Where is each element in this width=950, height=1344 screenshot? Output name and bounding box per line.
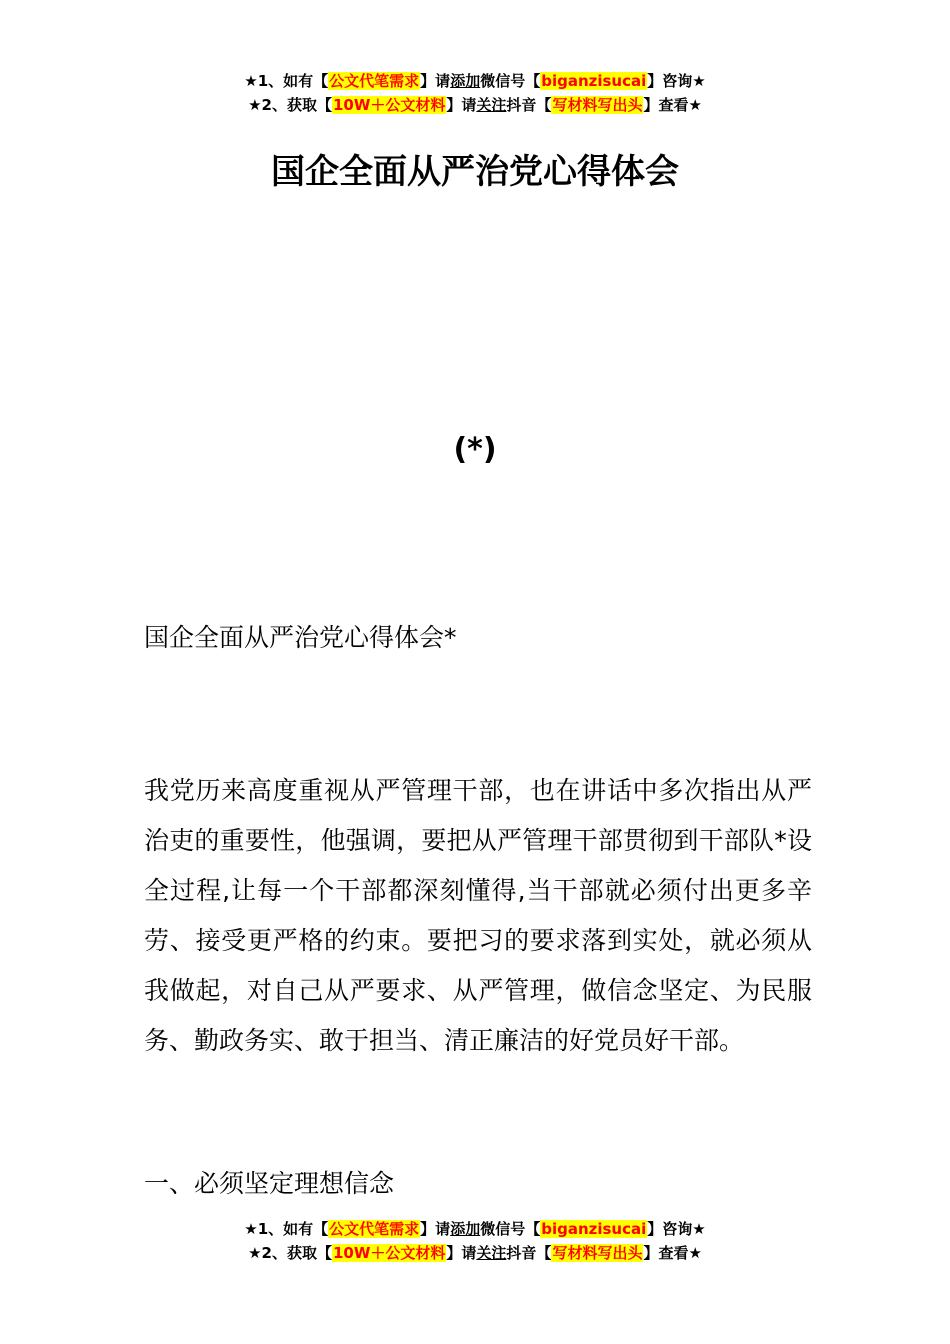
footer-banner [0,1217,950,1265]
banner-underlined-text: 关注 [476,1244,507,1262]
banner-highlight-wechat-id: biganzisucai [541,1220,647,1238]
banner-line-consult [0,1217,950,1241]
banner-text: 抖音【 [506,96,552,114]
banner-text: 】请 [446,1244,477,1262]
banner-underlined-text: 关注 [476,96,507,114]
banner-line-materials [0,93,950,117]
document-marker: (*) [453,432,497,467]
banner-text: ★2、获取【 [248,96,332,114]
banner-highlight-service: 公文代笔需求 [329,72,420,90]
banner-highlight-materials: 10W＋公文材料 [332,1244,446,1262]
banner-text: 微信号【 [480,1220,541,1238]
banner-underlined-text: 添加 [450,72,481,90]
document-title: 国企全面从严治党心得体会 [271,152,679,192]
document-subtitle: 国企全面从严治党心得体会* [144,623,457,652]
banner-line-consult [0,69,950,93]
section-heading: 一、必须坚定理想信念 [144,1169,395,1198]
banner-text: 】请 [420,72,451,90]
banner-text: 】咨询★ [647,1220,706,1238]
body-paragraph: 我党历来高度重视从严管理干部，也在讲话中多次指出从严治吏的重要性，他强调，要把从严管理干部贯彻到干部队*设全过程,让每一个干部都深刻懂得,当干部就必须付出更多辛劳、接受更严格的约束。要把习的要求落到实处，就必须从我做起，对自己从严要求、从严管理，做信念坚定、为民服务、勤政务实、敢于担当、清正廉洁的好党员好干部。 [144,776,812,1055]
banner-text: ★2、获取【 [248,1244,332,1262]
banner-underlined-text: 添加 [450,1220,481,1238]
banner-highlight-douyin: 写材料写出头 [552,1244,643,1262]
banner-text: 】请 [446,96,477,114]
banner-text: 抖音【 [506,1244,552,1262]
banner-text: 】请 [420,1220,451,1238]
banner-text: 微信号【 [480,72,541,90]
banner-text: ★1、如有【 [244,1220,329,1238]
header-banner [0,69,950,117]
banner-text: ★1、如有【 [244,72,329,90]
banner-text: 】查看★ [643,1244,702,1262]
banner-line-materials [0,1241,950,1265]
banner-highlight-service: 公文代笔需求 [329,1220,420,1238]
banner-highlight-douyin: 写材料写出头 [552,96,643,114]
banner-highlight-materials: 10W＋公文材料 [332,96,446,114]
banner-text: 】查看★ [643,96,702,114]
banner-text: 】咨询★ [647,72,706,90]
banner-highlight-wechat-id: biganzisucai [541,72,647,90]
